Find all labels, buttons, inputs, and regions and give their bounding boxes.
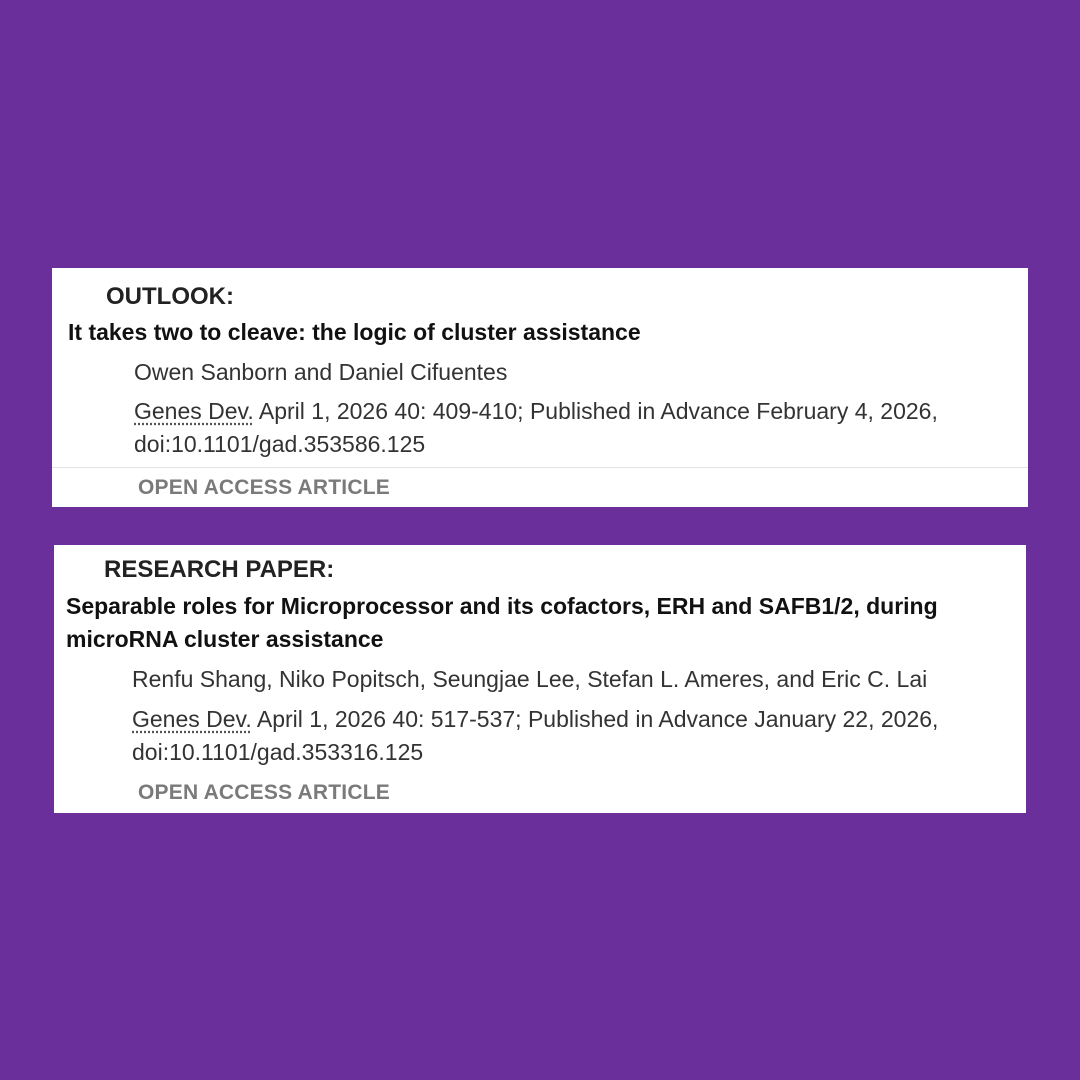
article-title-link[interactable]: Separable roles for Microprocessor and its cofactors, ERH and SAFB1/2, during microRNA cluster assistance (66, 593, 938, 652)
open-access-link[interactable]: OPEN ACCESS ARTICLE (138, 781, 390, 804)
open-access-link[interactable]: OPEN ACCESS ARTICLE (138, 476, 390, 499)
section-label: OUTLOOK: (106, 283, 234, 310)
citation-details: April 1, 2026 40: 517-537; Published in Advance January 22, 2026, doi:10.1101/gad.353316.125 (132, 706, 939, 765)
citation-details: April 1, 2026 40: 409-410; Published in Advance February 4, 2026, doi:10.1101/gad.353586.125 (134, 398, 938, 457)
article-citation (134, 395, 994, 461)
article-card-research-paper (54, 545, 1026, 813)
journal-abbreviation[interactable]: Genes Dev. (134, 398, 254, 424)
section-label: RESEARCH PAPER: (104, 556, 335, 583)
article-title-link[interactable]: It takes two to cleave: the logic of cluster assistance (68, 319, 641, 345)
journal-abbreviation[interactable]: Genes Dev. (132, 706, 252, 732)
article-card-outlook (52, 268, 1028, 507)
divider (52, 467, 1028, 468)
article-authors: Renfu Shang, Niko Popitsch, Seungjae Lee, Stefan L. Ameres, and Eric C. Lai (132, 666, 928, 692)
article-authors: Owen Sanborn and Daniel Cifuentes (134, 359, 508, 385)
article-citation (132, 703, 992, 769)
